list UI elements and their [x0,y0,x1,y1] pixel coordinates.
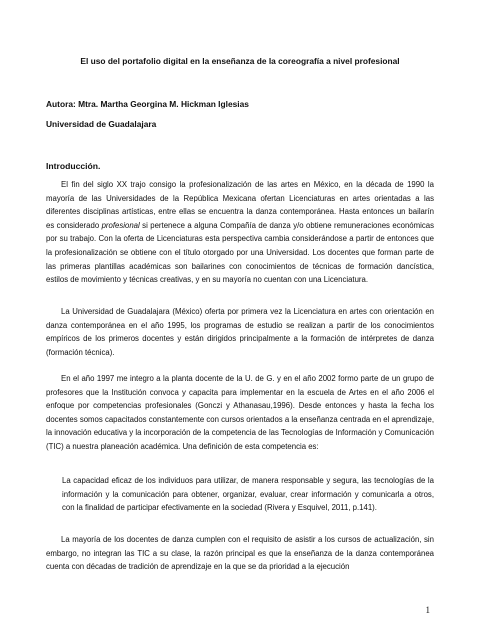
block-quote: La capacidad eficaz de los individuos para utilizar, de manera responsable y segura, las tecnologías de la información y la comunicación para obtener, organizar, evaluar, crear información y comunicarla a otros, con la finalidad de participar efectivamente en la sociedad (Rivera y Esquivel, 2011, p.141). [62,476,434,513]
paragraph-4: La mayoría de los docentes de danza cumplen con el requisito de asistir a los cursos de actualización, sin embargo, no integran las TIC a su clase, la razón principal es que la enseñanza de la danza contemporánea cuenta con décadas de tradición de aprendizaje en la que se da prioridad a la ejecución [46,535,434,572]
document-title: El uso del portafolio digital en la enseñanza de la coreografía a nivel profesional [80,56,400,66]
paragraph-1-emphasis: profesional [101,220,140,230]
section-heading: Introducción. [46,161,101,171]
paragraph-1-text-b: si pertenece a alguna Compañía de danza y/o obtiene remuneraciones económicas por su trabajo. Con la oferta de Licenciaturas esta perspectiva cambia considerándose a partir de entonces que la profesionalización se obtiene con el título otorgado por una Universidad. Los docentes que forman parte de las primeras plantillas académicas son bailarines con conocimientos de técnicas de formación dancística, estilos de movimiento y técnicas creativas, y en su mayoría no cuentan con una Licenciatura. [46,220,434,285]
paragraph-3: En el año 1997 me integro a la planta docente de la U. de G. y en el año 2002 formo parte de un grupo de profesores que la Institución convoca y capacita para implementar en la escuela de Artes en el año 2006 el enfoque por competencias profesionales (Gonczi y Athanasau,1996). Desde entonces y hasta la fecha los docentes somos capacitados constantemente con cursos orientados a la enseñanza centrada en el aprendizaje, la innovación educativa y la incorporación de la competencia de las Tecnologías de Información y Comunicación (TIC) a nuestra planeación académica. Una definición de esta competencia es: [46,374,434,451]
paragraph-1-text-a: El fin del siglo XX trajo consigo la profesionalización de las artes en México, en la década de 1990 la mayoría de las Universidades de la República Mexicana ofertan Licenciaturas en artes orientadas a las diferentes disciplinas artísticas, entre ellas se encuentra la danza contemporánea. Hasta entonces un bailarín es considerado [46,180,434,230]
paragraph-2: La Universidad de Guadalajara (México) oferta por primera vez la Licenciatura en artes con orientación en danza contemporánea en el año 1995, los programas de estudio se realizan a partir de los conocimientos empíricos de los primeros docentes y están dirigidos principalmente a la formación de intérpretes de danza (formación técnica). [46,307,434,357]
paragraph-1 [46,178,434,287]
page-number: 1 [425,605,430,615]
university-line: Universidad de Guadalajara [46,119,157,129]
author-line: Autora: Mtra. Martha Georgina M. Hickman Iglesias [46,99,249,109]
